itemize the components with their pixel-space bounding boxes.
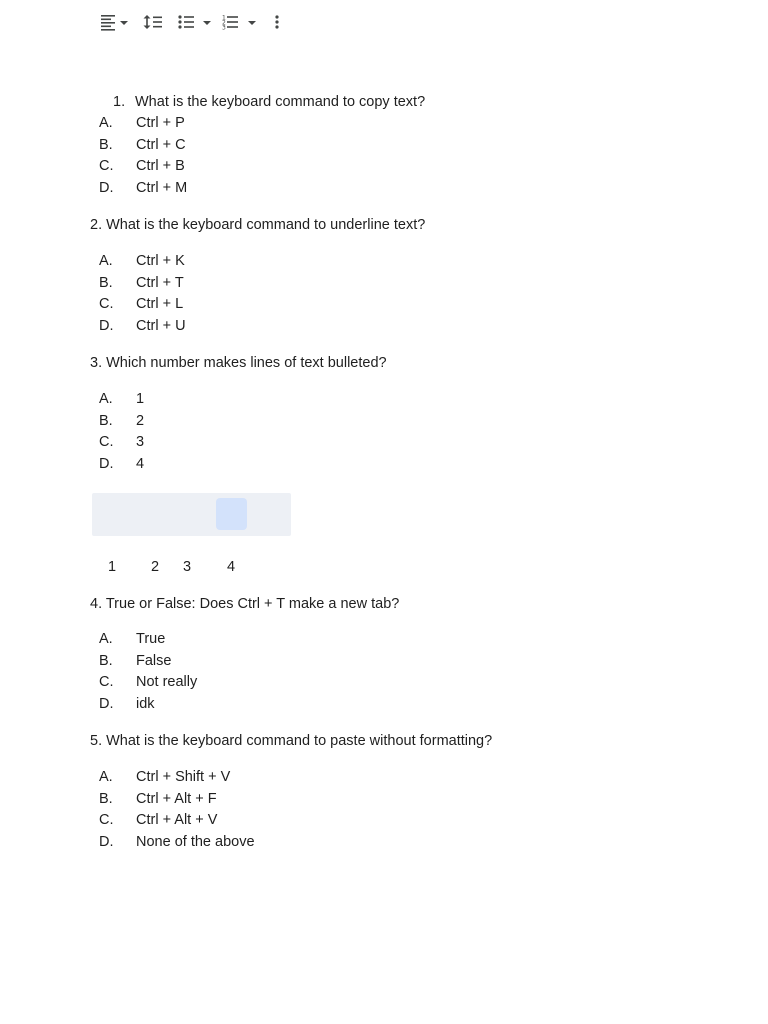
option-letter: D.	[99, 317, 114, 334]
option	[99, 178, 187, 200]
toolbar-label: 3	[183, 559, 192, 575]
toolbar-label: 4	[227, 559, 236, 575]
option-text: Ctrl + Shift + V	[136, 769, 231, 785]
svg-text:1: 1	[222, 14, 226, 21]
option	[99, 251, 186, 273]
option-letter: A.	[99, 391, 113, 407]
option	[99, 832, 255, 854]
option-letter: B.	[99, 274, 113, 291]
option-letter: D.	[99, 695, 114, 712]
option	[99, 651, 197, 673]
option	[99, 672, 197, 694]
option-text: False	[136, 652, 172, 669]
option-letter: A.	[99, 253, 113, 269]
options-1	[99, 113, 187, 199]
question-number: 1.	[113, 94, 126, 110]
option	[99, 789, 255, 811]
option-letter: B.	[99, 652, 113, 669]
option	[99, 767, 255, 789]
question-4: 4. True or False: Does Ctrl + T make a new tab?	[90, 596, 400, 612]
options-5	[99, 767, 255, 853]
option	[99, 113, 187, 135]
option-text: Ctrl + U	[136, 317, 186, 334]
more-vertical-icon	[268, 0, 286, 43]
options-4	[99, 629, 197, 715]
option-text: Ctrl + L	[136, 296, 184, 312]
option-letter: A.	[99, 769, 113, 785]
option-text: Ctrl + T	[136, 274, 184, 291]
options-2	[99, 251, 186, 337]
option-text: Ctrl + M	[136, 179, 188, 196]
option	[99, 273, 186, 295]
align-left-icon	[97, 0, 133, 43]
option-letter: C.	[99, 158, 114, 174]
option-letter: C.	[99, 812, 114, 828]
option-letter: D.	[99, 833, 114, 850]
option	[99, 294, 186, 316]
line-spacing-icon	[140, 0, 166, 43]
option-letter: B.	[99, 136, 113, 153]
option	[99, 629, 197, 651]
question-1	[113, 92, 425, 112]
option-letter: C.	[99, 296, 114, 312]
option-letter: B.	[99, 412, 113, 429]
options-3	[99, 389, 144, 475]
option-text: None of the above	[136, 833, 255, 850]
option-letter: D.	[99, 455, 114, 472]
option-text: Not really	[136, 674, 198, 690]
option	[99, 316, 186, 338]
option-text: 1	[136, 391, 145, 407]
option-text: Ctrl + Alt + V	[136, 812, 218, 828]
option-letter: A.	[99, 631, 113, 647]
toolbar-image	[92, 493, 291, 536]
question-text: What is the keyboard command to copy text?	[135, 94, 426, 110]
option-text: idk	[136, 695, 155, 712]
option	[99, 810, 255, 832]
svg-text:2: 2	[222, 19, 226, 26]
option-letter: C.	[99, 434, 114, 450]
option-text: True	[136, 631, 166, 647]
bulleted-list-icon	[175, 0, 215, 43]
toolbar-label: 2	[151, 559, 160, 575]
option-text: Ctrl + C	[136, 136, 186, 153]
active-button-highlight	[216, 498, 247, 530]
option-text: Ctrl + B	[136, 158, 185, 174]
option	[99, 411, 144, 433]
option	[99, 389, 144, 411]
svg-text:3: 3	[222, 24, 226, 31]
option-text: Ctrl + K	[136, 253, 185, 269]
option-letter: D.	[99, 179, 114, 196]
option-text: 4	[136, 455, 145, 472]
toolbar-label: 1	[108, 559, 117, 575]
option-text: Ctrl + Alt + F	[136, 790, 217, 807]
option-text: Ctrl + P	[136, 115, 185, 131]
question-3: 3. Which number makes lines of text bulleted?	[90, 355, 387, 371]
option	[99, 694, 197, 716]
option-letter: A.	[99, 115, 113, 131]
option	[99, 135, 187, 157]
option-letter: C.	[99, 674, 114, 690]
question-2: 2. What is the keyboard command to underline text?	[90, 217, 426, 233]
numbered-list-icon	[219, 0, 263, 43]
question-5: 5. What is the keyboard command to paste without formatting?	[90, 733, 493, 749]
option-letter: B.	[99, 790, 113, 807]
option	[99, 454, 144, 476]
option	[99, 156, 187, 178]
option-text: 3	[136, 434, 145, 450]
option	[99, 432, 144, 454]
option-text: 2	[136, 412, 145, 429]
